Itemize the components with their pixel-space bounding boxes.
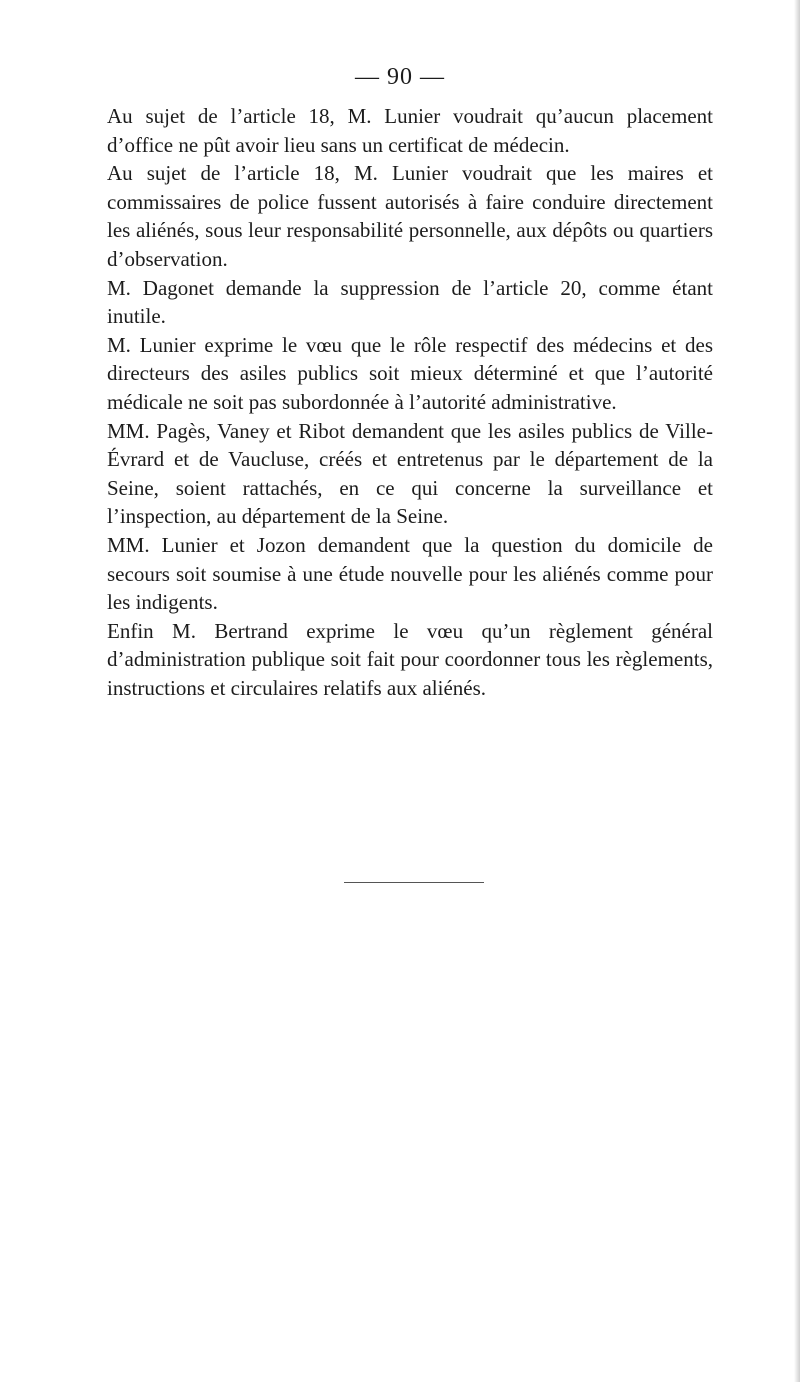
paragraph-asiles-seine: MM. Pagès, Vaney et Ribot demandent que les asiles publics de Ville-Évrard et de Vaucluse, créés et entretenus par le département de la Seine, soient rattachés, en ce qui concerne la surveillance et l’inspection, au département de la Seine.: [107, 418, 713, 529]
end-rule-divider: [344, 882, 484, 883]
paragraph-article-20: M. Dagonet demande la suppression de l’article 20, comme étant inutile.: [107, 275, 713, 329]
paragraph-article-18-maires: Au sujet de l’article 18, M. Lunier voudrait que les maires et commissaires de police fussent autorisés à faire conduire directement les aliénés, sous leur responsabilité personnelle, aux dépôts ou quartiers d’observation.: [107, 161, 713, 271]
page-edge-shadow: [794, 0, 800, 1382]
paragraph-article-18-placement: Au sujet de l’article 18, M. Lunier voudrait qu’aucun placement d’office ne pût avoir lieu sans un certificat de médecin.: [107, 104, 713, 157]
page-number: — 90 —: [355, 64, 445, 90]
paragraph-role-medecins: M. Lunier exprime le vœu que le rôle respectif des médecins et des directeurs des asiles publics soit mieux déterminé et que l’autorité médicale ne soit pas subordonnée à l’autorité administrative.: [107, 332, 713, 414]
body-text: [107, 102, 713, 702]
paragraph-domicile-secours: MM. Lunier et Jozon demandent que la question du domicile de secours soit soumise à une étude nouvelle pour les aliénés comme pour les indigents.: [107, 532, 713, 615]
paragraph-reglement-general: Enfin M. Bertrand exprime le vœu qu’un règlement général d’administration publique soit fait pour coordonner tous les règlements, instructions et circulaires relatifs aux aliénés.: [107, 618, 713, 700]
